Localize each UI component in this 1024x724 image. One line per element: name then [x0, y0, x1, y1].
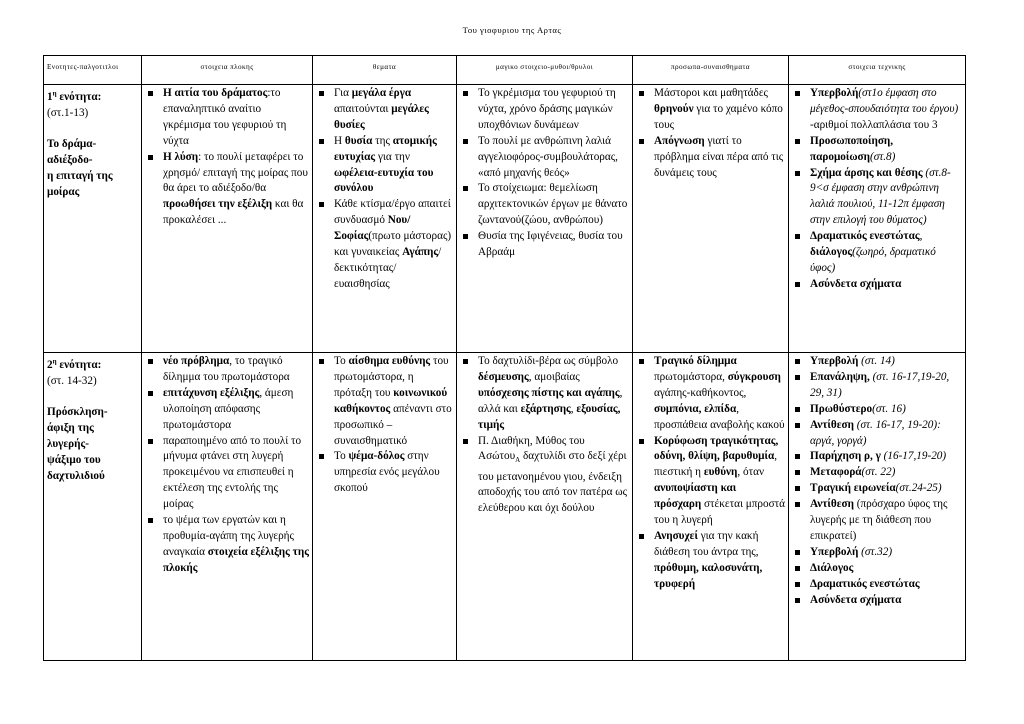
magic-item-list	[460, 354, 629, 517]
technique-item: Δραματικός ενεστώτας, διάλογος(ζωηρό, δραματικό ύφος)	[792, 229, 962, 277]
plot-cell	[142, 85, 313, 353]
table-row	[44, 353, 966, 661]
plot-cell	[142, 353, 313, 661]
unit-cell	[44, 85, 142, 353]
person-item-list	[636, 86, 785, 181]
theme-item: Το αίσθημα ευθύνης του πρωτομάστορα, η πρόταξη του κοινωνικού καθήκοντος απέναντι στο προσωπικό – συναισθηματικό	[316, 354, 453, 449]
magic-cell	[457, 85, 633, 353]
themes-cell	[313, 85, 457, 353]
unit-range: (στ. 14-32)	[47, 374, 97, 387]
magic-item: Το δαχτυλίδι-βέρα ως σύμβολο δέσμευσης, αμοιβαίας υπόσχεσης πίστης και αγάπης, αλλά και εξάρτησης, εξουσίας, τιμής	[460, 354, 629, 434]
theme-item: Το ψέμα-δόλος στην υπηρεσία ενός μεγάλου σκοπού	[316, 449, 453, 497]
unit-label: $2^\eta$ ενότητα:	[47, 357, 102, 371]
plot-item: Η αιτία του δράματος:το επαναληπτικό αναίτιο γκρέμισμα του γεφυριού τη νύχτα	[145, 86, 309, 150]
theme-item: Κάθε κτίσμα/έργο απαιτεί συνδυασμό Νου/Σοφίας(πρωτο μάστορας) και γυναικείας Αγάπης/ δεκτικότητας/ ευαισθησίας	[316, 197, 453, 292]
persons-cell	[633, 353, 789, 661]
magic-item: Π. Διαθήκη, Μύθος του Ασώτου$_A$ δαχτυλίδι στο δεξί χέρι του μετανοημένου γιου, ένδειξη αποδοχής του από τον πατέρα ως ελεύθερου και όχι δούλου	[460, 434, 629, 518]
unit-range: (στ.1-13)	[47, 106, 89, 119]
person-item: Κορύφωση τραγικότητας, οδύνη, θλίψη, βαρυθυμία, πιεστική η ευθύνη, όταν ανυποψίαστη και πρόσχαρη στέκεται μπροστά του η λυγερή	[636, 434, 785, 529]
technique-cell	[789, 85, 966, 353]
technique-item-list	[792, 354, 962, 609]
technique-item: Υπερβολή (στ. 14)	[792, 354, 962, 370]
technique-item: Ασύνδετα σχήματα	[792, 277, 962, 293]
table-row	[44, 85, 966, 353]
persons-cell	[633, 85, 789, 353]
unit-cell	[44, 353, 142, 661]
plot-item: Η λύση: το πουλί μεταφέρει το χρησμό/ επιταγή της μοίρας που θα άρει το αδιέξοδο/θα προωθήσει την εξέλιξη και θα προκαλέσει ...	[145, 150, 309, 230]
magic-item: Θυσία της Ιφιγένειας, θυσία του Αβραάμ	[460, 229, 629, 261]
plot-item: νέο πρόβλημα, το τραγικό δίλημμα του πρωτομάστορα	[145, 354, 309, 386]
technique-item: Παρήχηση ρ, γ (16-17,19-20)	[792, 449, 962, 465]
magic-item-list	[460, 86, 629, 261]
themes-table	[43, 55, 966, 661]
technique-item: Υπερβολή (στ.32)	[792, 545, 962, 561]
header-plot: στοιχεια πλοκης	[142, 56, 313, 85]
technique-item: Πρωθύστερο(στ. 16)	[792, 402, 962, 418]
person-item: Τραγικό δίλημμα πρωτομάστορα, σύγκρουση αγάπης-καθήκοντος, συμπόνια, ελπίδα, προσπάθεια αναβολής κακού	[636, 354, 785, 434]
plot-item: παραποιημένο από το πουλί το μήνυμα φτάνει στη λυγερή προκειμένου να επισπευθεί η εκτέλεση της εντολής της μοίρας	[145, 434, 309, 514]
technique-item: Δραματικός ενεστώτας	[792, 577, 962, 593]
unit-title: Το δράμα- αδιέξοδο- η επιταγή της μοίρας	[47, 138, 113, 199]
header-row	[44, 56, 966, 85]
technique-item: Μεταφορά(στ. 22)	[792, 465, 962, 481]
magic-item: Το πουλί με ανθρώπινη λαλιά αγγελιοφόρος-συμβουλάτορας, «από μηχανής θεός»	[460, 134, 629, 182]
technique-item: Προσωποποίηση, παρομοίωση(στ.8)	[792, 134, 962, 166]
theme-item: Για μεγάλα έργα απαιτούνται μεγάλες θυσίες	[316, 86, 453, 134]
technique-item: Επανάληψη, (στ. 16-17,19-20, 29, 31)	[792, 370, 962, 402]
unit-label: $1^\eta$ ενότητα:	[47, 89, 102, 103]
technique-item: Αντίθεση (πρόσχαρο ύφος της λυγερής με τη διάθεση που επικρατεί)	[792, 497, 962, 545]
magic-item: Το γκρέμισμα του γεφυριού τη νύχτα, χρόνο δράσης μαγικών υποχθόνιων δυνάμεων	[460, 86, 629, 134]
technique-item: Ασύνδετα σχήματα	[792, 593, 962, 609]
themes-cell	[313, 353, 457, 661]
header-persons: προσωπα-συναισθηματα	[633, 56, 789, 85]
technique-item: Υπερβολή(στ1ο έμφαση στο μέγεθος-σπουδαιότητα του έργου) -αριθμοί πολλαπλάσια του 3	[792, 86, 962, 134]
technique-item: Σχήμα άρσης και θέσης (στ.8-9<σ έμφαση στην ανθρώπινη λαλιά πουλιού, 11-12π έμφαση στην επιλογή του θύματος)	[792, 166, 962, 230]
header-magic: μαγικο στοιχειο-μυθοι/θρυλοι	[457, 56, 633, 85]
person-item: Ανησυχεί για την κακή διάθεση του άντρα της, πρόθυμη, καλοσυνάτη, τρυφερή	[636, 529, 785, 593]
person-item: Απόγνωση γιατί το πρόβλημα είναι πέρα από τις δυνάμεις τους	[636, 134, 785, 182]
unit-title: Πρόσκληση- άφιξη της λυγερής- ψάξιμο του δαχτυλιδιού	[47, 406, 108, 483]
header-themes: θεματα	[313, 56, 457, 85]
magic-cell	[457, 353, 633, 661]
theme-item: Η θυσία της ατομικής ευτυχίας για την ωφέλεια-ευτυχία του συνόλου	[316, 134, 453, 198]
theme-item-list	[316, 354, 453, 497]
magic-item: Το στοίχειωμα: θεμελίωση αρχιτεκτονικών έργων με θάνατο ζωντανού(ζώου, ανθρώπου)	[460, 181, 629, 229]
technique-item: Τραγική ειρωνεία(στ.24-25)	[792, 481, 962, 497]
plot-item: επιτάχυνση εξέλιξης, άμεση υλοποίηση απόφασης πρωτομάστορα	[145, 386, 309, 434]
person-item: Μάστοροι και μαθητάδες θρηνούν για το χαμένο κόπο τους	[636, 86, 785, 134]
technique-item: Διάλογος	[792, 561, 962, 577]
theme-item-list	[316, 86, 453, 293]
person-item-list	[636, 354, 785, 593]
header-units: Ενοτητες-παλγοτιτλοι	[44, 56, 142, 85]
plot-item-list	[145, 354, 309, 577]
plot-item: το ψέμα των εργατών και η προθυμία-αγάπη της λυγερής αναγκαία στοιχεία εξέλιξης της πλοκής	[145, 513, 309, 577]
technique-item: Αντίθεση (στ. 16-17, 19-20): αργά, γοργά)	[792, 418, 962, 450]
technique-item-list	[792, 86, 962, 293]
header-technique: στοιχεια τεχνικης	[789, 56, 966, 85]
document-title: Του γιοφυριου της Αρτας	[462, 25, 562, 35]
technique-cell	[789, 353, 966, 661]
plot-item-list	[145, 86, 309, 229]
